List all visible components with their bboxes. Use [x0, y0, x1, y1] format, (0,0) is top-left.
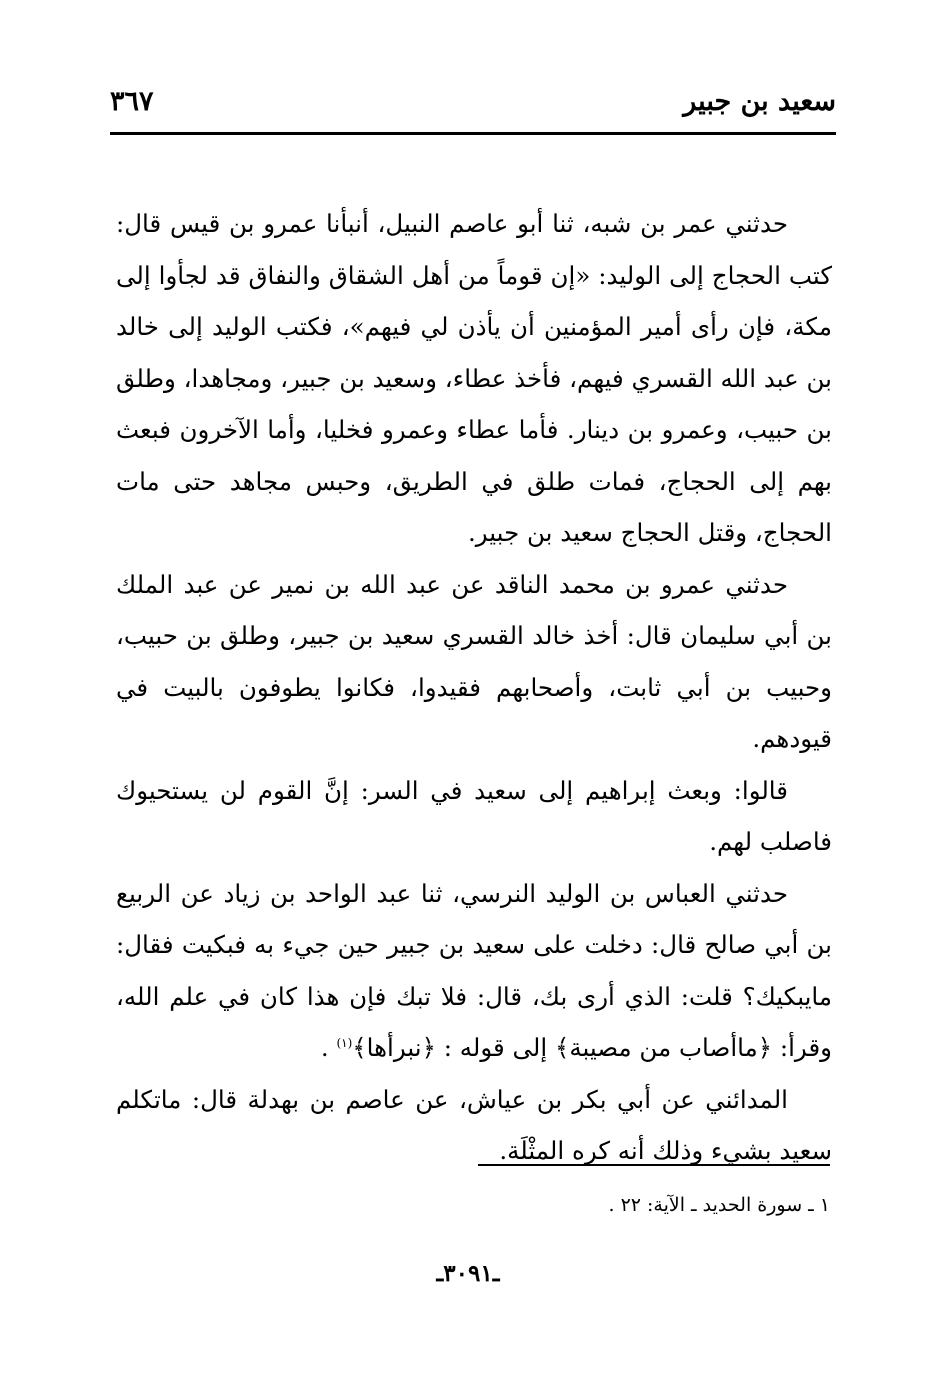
paragraph-2: حدثني عمرو بن محمد الناقد عن عبد الله بن نمير عن عبد الملك بن أبي سليمان قال: أخذ خالد القسري سعيد بن جبير، وطلق بن حبيب، وحبيب بن أبي ثابت، وأصحابهم فقيدوا، فكانوا يطوفون بالبيت في قيودهم. [116, 569, 832, 753]
paragraph-1: حدثني عمر بن شبه، ثنا أبو عاصم النبيل، أنبأنا عمرو بن قيس قال: كتب الحجاج إلى الوليد: «إن قوماً من أهل الشقاق والنفاق قد لجأوا إلى مكة، فإن رأى أمير المؤمنين أن يأذن لي فيهم»، فكتب الوليد إلى خالد بن عبد الله القسري فيهم، فأخذ عطاء، وسعيد بن جبير، ومجاهدا، وطلق بن حبيب، وعمرو بن دينار. فأما عطاء وعمرو فخليا، وأما الآخرون فبعث بهم إلى الحجاج، فمات طلق في الطريق، وحبس مجاهد حتى مات الحجاج، وقتل الحجاج سعيد بن جبير. [115, 209, 832, 547]
paragraph-4-text: حدثني العباس بن الوليد النرسي، ثنا عبد الواحد بن زياد عن الربيع بن أبي صالح قال: دخلت على سعيد بن جبير حين جيء به فبكيت فقال: مايبكيك؟ قلت: الذي أرى بك، قال: فلا تبك فإن هذا كان في علم الله، وقرأ: ﴿ماأصاب من مصيبة﴾ إلى قوله : ﴿نبرأها﴾ [116, 878, 832, 1062]
paragraph-3: قالوا: وبعث إبراهيم إلى سعيد في السر: إنَّ القوم لن يستحيوك فاصلب لهم. [116, 775, 832, 856]
header-rule [110, 132, 836, 135]
footnote: ١ ـ سورة الحديد ـ الآية: ٢٢ . [608, 1194, 830, 1216]
page-header [110, 86, 836, 134]
paragraph-5: المدائني عن أبي بكر بن عياش، عن عاصم بن بهدلة قال: ماتكلم سعيد بشيء وذلك أنه كره المثْلَة. [116, 1084, 832, 1165]
running-title: سعيد بن جبير [683, 86, 836, 117]
footnote-marker: (١) [336, 1035, 353, 1050]
print-page-number: ـ٣٠٩١ـ [436, 1260, 500, 1287]
main-text [116, 198, 832, 1177]
paragraph-4 [116, 868, 832, 1074]
paragraph-4-tail: . [320, 1033, 337, 1062]
header-page-number: ٣٦٧ [110, 86, 154, 117]
footnote-rule [478, 1164, 830, 1166]
